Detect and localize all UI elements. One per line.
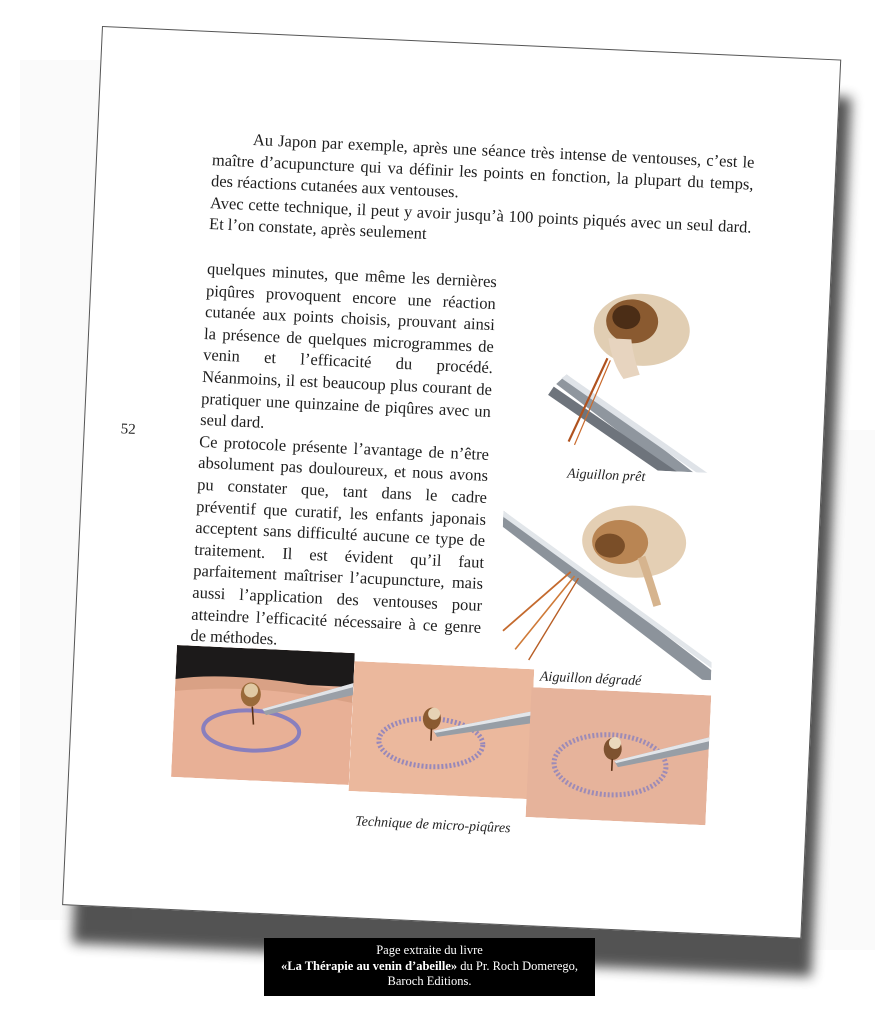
photo-stinger-degraded	[496, 481, 719, 681]
photo-stinger-ready	[508, 264, 717, 473]
credit-author: du Pr. Roch Domerego,	[457, 958, 578, 973]
photo-technique-1	[171, 645, 355, 785]
book-page	[62, 26, 841, 939]
credit-book-title: «La Thérapie au venin d’abeille»	[280, 958, 458, 973]
credit-line-2	[264, 959, 595, 975]
left-column-text	[190, 258, 497, 659]
intro-paragraph: Au Japon par exemple, après une séance très intense de ventouses, c’est le maître d’acupuncture qui va définir les points en fonction, la plupart du temps, des réactions cutanées aux ventouses.	[210, 129, 755, 202]
intro-text	[209, 127, 755, 259]
technique-line: Avec cette technique, il peut y avoir jusqu’à 100 points piqués avec un seul dard. Et l’on constate, après seulement	[208, 192, 752, 244]
page-number: 52	[120, 421, 137, 438]
photo-technique-3	[526, 687, 712, 825]
column-paragraph-1: quelques minutes, que même les dernières piqûres provoquent encore une réaction cutanée aux points choisis, prouvant ainsi la présence de quelques microgrammes de venin et l’efficacité du procédé. Néanmoins, il est beaucoup plus courant de pratiquer une quinzaine de piqûres avec un seul dard.	[199, 259, 498, 432]
credit-publisher: Baroch Editions.	[387, 974, 472, 988]
caption-stinger-degraded: Aiguillon dégradé	[539, 669, 642, 690]
caption-technique: Technique de micro-piqûres	[354, 814, 511, 837]
photo-technique-2	[349, 661, 535, 799]
column-paragraph-2: Ce protocole présente l’avantage de n’être absolument pas douloureux, et nous avons pu constater que, tant dans le cadre préventif que curatif, les enfants japonais acceptent sans difficulté aucune ce type de traitement. Il est évident qu’il faut parfaitement maîtriser l’acupuncture, mais aussi l’application des ventouses pour atteindre l’efficacité nécessaire à ce genre de méthodes.	[190, 431, 490, 649]
caption-stinger-ready: Aiguillon prêt	[566, 466, 646, 486]
credit-box	[264, 938, 595, 996]
credit-line-1: Page extraite du livre	[376, 943, 483, 957]
